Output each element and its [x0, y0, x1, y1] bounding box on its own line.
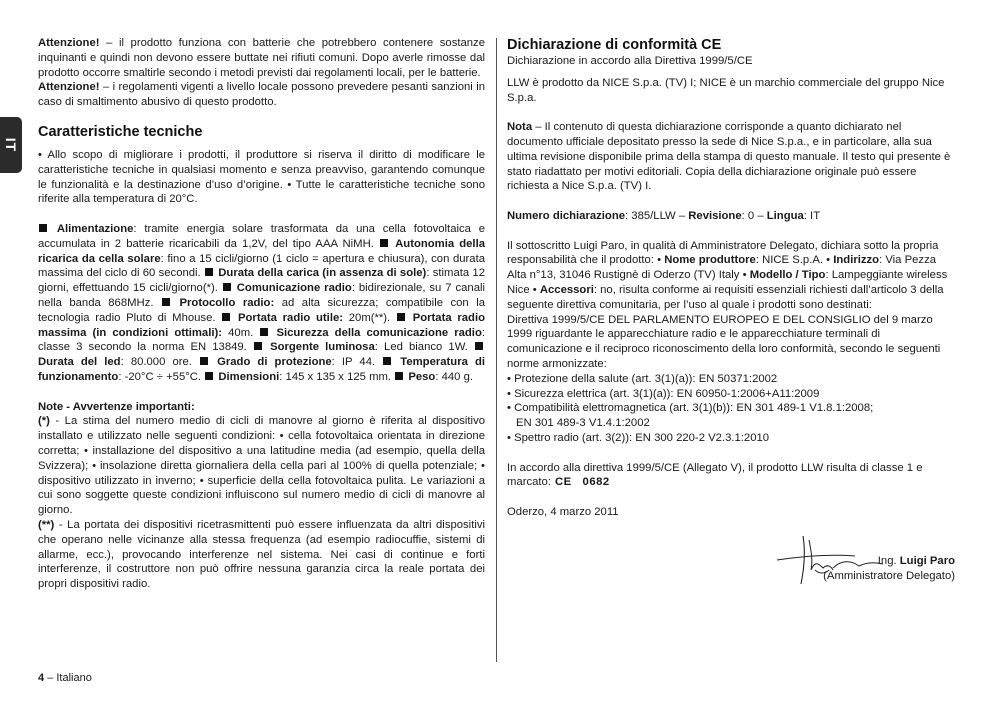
note-1: (*) - La stima del numero medio di cicli di manovre al giorno è riferita al dispositivo installato e utilizzato nelle seguenti condizioni: • cella fotovoltaica orientata in direzione corretta; • installazione del dispositivo a una latitudine media (ad esempio, quella della Svizzera); • insolazione diretta giornaliera della cella pari al 100% di quella potenziale; • dispositivo utilizzato in inverno; • superficie della cella fotovoltaica pulita. Le variazioni a cui sono soggette queste condizioni influiscono sul numero medio di cicli di manovre al giorno.	[38, 415, 485, 517]
declaration-title: Dichiarazione di conformità CE	[507, 37, 722, 53]
right-column	[507, 36, 955, 590]
list-item: • Sicurezza elettrica (art. 3(1)(a)): EN 60950-1:2006+A11:2009	[507, 387, 820, 400]
signer-name: Ing. Luigi Paro	[877, 554, 955, 567]
signer	[823, 554, 955, 584]
spec-bullet-icon	[260, 328, 268, 336]
spec-bullet-icon	[222, 313, 230, 321]
declaration-number: Numero dichiarazione: 385/LLW – Revisione: 0 – Lingua: IT	[507, 209, 821, 222]
annex-statement: In accordo alla direttiva 1999/5/CE (Allegato V), il prodotto LLW risulta di classe 1 e marcato: CE 0682	[507, 461, 923, 489]
list-item: • Protezione della salute (art. 3(1)(a)): EN 50371:2002	[507, 372, 778, 385]
declaration-note: Nota – Il contenuto di questa dichiarazione corrisponde a quanto dichiarato nel documento ufficiale depositato presso la sede di Nice S.p.a., e in particolare, alla sua ultima revisione disponibile prima della stampa di questo manuale. Il testo qui presente è stato riadattato per motivi editoriali. Copia della dichiarazione originale può essere richiesta a Nice S.p.a. (TV) I.	[507, 121, 951, 193]
spec-bullet-icon	[223, 283, 231, 291]
spec-bullet-icon	[380, 239, 388, 247]
spec-bullet-icon	[395, 372, 403, 380]
notes-title: Note - Avvertenze importanti:	[38, 400, 195, 413]
spec-bullet-icon	[200, 357, 208, 365]
signer-role: (Amministratore Delegato)	[823, 569, 955, 582]
footer-language: – Italiano	[44, 672, 92, 684]
list-item: • Spettro radio (art. 3(2)): EN 300 220-2 V2.3.1:2010	[507, 431, 770, 444]
place-date: Oderzo, 4 marzo 2011	[507, 505, 619, 518]
norms-list	[507, 372, 955, 446]
declaration-subtitle: Dichiarazione in accordo alla Direttiva 1999/5/CE	[507, 55, 753, 67]
page-number: 4	[38, 672, 45, 684]
declaration-statement: Il sottoscritto Luigi Paro, in qualità di Amministratore Delegato, dichiara sotto la propria responsabilità che il prodotto: • Nome produttore: NICE S.p.A. • Indirizzo: Via Pezza Alta n°13, 31046 Rustignè di Oderzo (TV) Italy • Modello / Tipo: Lampeggiante wireless Nice • Accessori: no, risulta conforme ai requisiti essenziali richiesti dall’articolo 3 della seguente direttiva comunitaria, per l’uso al quale i prodotti sono destinati:	[507, 239, 948, 311]
language-tab-label: IT	[2, 137, 19, 153]
column-divider	[496, 38, 497, 662]
spec-bullet-icon	[383, 357, 391, 365]
battery-warning: Attenzione! – il prodotto funziona con batterie che potrebbero contenere sostanze inquinanti e quindi non devono essere buttate nei rifiuti comuni. Dopo averle rimosse dal prodotto occorre smaltirle secondo i metodi previsti dai regolamenti locali, per le batterie.	[38, 37, 485, 79]
page-footer	[38, 672, 92, 684]
ce-mark: CE 0682	[554, 476, 610, 489]
spec-bullet-icon	[39, 224, 47, 232]
language-tab	[0, 117, 22, 173]
spec-bullet-icon	[205, 268, 213, 276]
list-item: EN 301 489-3 V1.4.1:2002	[516, 417, 650, 430]
spec-bullet-icon	[397, 313, 405, 321]
spec-bullet-icon	[162, 298, 170, 306]
specs-title: Caratteristiche tecniche	[38, 123, 203, 140]
signature-block	[507, 530, 955, 590]
directive-text: Direttiva 1999/5/CE DEL PARLAMENTO EUROPEO E DEL CONSIGLIO del 9 marzo 1999 riguardante le apparecchiature radio e le apparecchiature terminali di comunicazione e il reciproco riconoscimento della loro conformità, secondo le seguenti norme armonizzate:	[507, 313, 941, 370]
left-column	[38, 36, 485, 592]
spec-bullet-icon	[475, 342, 483, 350]
disposal-warning: Attenzione! – i regolamenti vigenti a livello locale possono prevedere pesanti sanzioni in caso di smaltimento abusivo di questo prodotto.	[38, 81, 485, 109]
note-2: (**) - La portata dei dispositivi ricetrasmittenti può essere influenzata da altri dispositivi che operano nelle vicinanze alla stessa frequenza (ad esempio radiocuffie, sistemi di allarme, ecc.), provocando interferenze nel sistema. Nei casi di continue e forti interferenze, il costruttore non può offrire nessuna garanzia circa la reale portata dei propri dispositivi radio.	[38, 518, 485, 591]
declaration-intro: LLW è prodotto da NICE S.p.a. (TV) I; NICE è un marchio commerciale del gruppo Nice S.p.a.	[507, 76, 945, 104]
spec-bullet-icon	[254, 342, 262, 350]
specs-list: Alimentazione: tramite energia solare trasformata da una cella fotovoltaica e accumulata in 2 batterie ricaricabili da 1,2V, del tipo AAA NiMH. Autonomia della ricarica da cella solare: fino a 15 cicli/giorno (1 ciclo = apertura e chiusura), con durata massima del ciclo di 60 secondi. Durata della carica (in assenza di sole): stimata 12 giorni, effettuando 15 cicli/giorno(*). Comunicazione radio: bidirezionale, su 7 canali nella banda 868MHz. Protocollo radio: ad alta sicurezza; compatibile con la tecnologia radio Pluto di Mhouse. Portata radio utile: 20m(**). Portata radio massima (in condizioni ottimali): 40m. Sicurezza della comunicazione radio: classe 3 secondo la norma EN 13849. Sorgente luminosa: Led bianco 1W. Durata del led: 80.000 ore. Grado di protezione: IP 44. Temperatura di funzionamento: -20°C ÷ +55°C. Dimensioni: 145 x 135 x 125 mm. Peso: 440 g.	[38, 222, 486, 383]
list-item: • Compatibilità elettromagnetica (art. 3(1)(b)): EN 301 489-1 V1.8.1:2008;	[507, 402, 874, 415]
specs-intro: • Allo scopo di migliorare i prodotti, il produttore si riserva il diritto di modificare le caratteristiche tecniche in qualsiasi momento e senza preavviso, garantendo comunque le funzionalità e la destinazione d’uso d’origine. • Tutte le caratteristiche tecniche sono riferite alla temperatura di 20°C.	[38, 148, 485, 206]
spec-bullet-icon	[205, 372, 213, 380]
